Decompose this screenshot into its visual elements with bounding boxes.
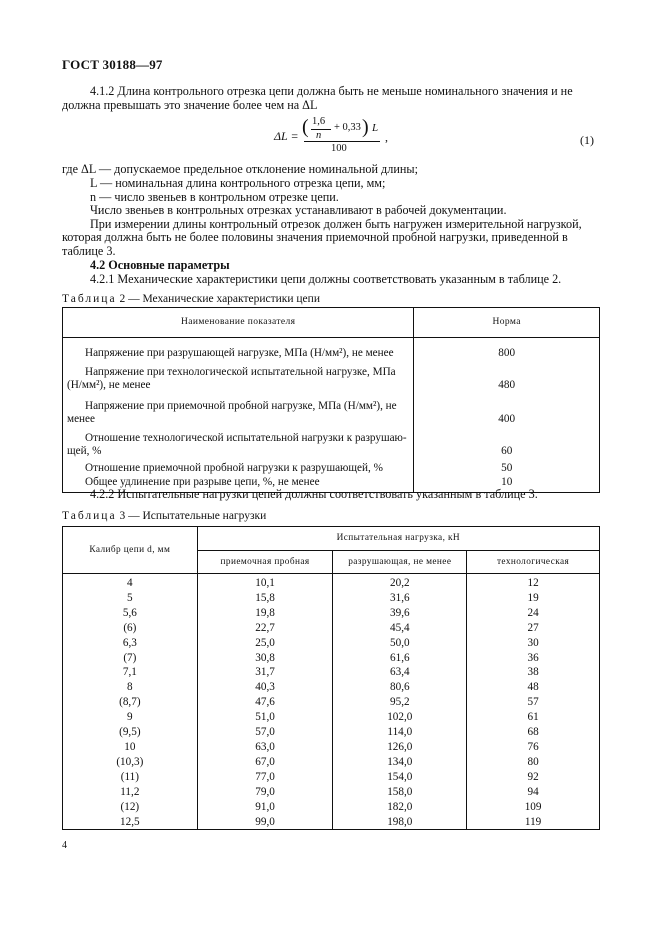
table-row [63,710,600,725]
table-row [63,360,600,392]
table-row [63,665,600,680]
table-row [63,785,600,800]
table3-cell-technological: 61 [467,710,600,725]
table2-row4-name [63,426,414,458]
table-row [63,651,600,666]
table2-caption-rest: 2 — Механические характеристики цепи [116,293,320,305]
table3-caption-rest: 3 — Испытательные нагрузки [116,510,267,522]
table3-cell-breaking: 63,4 [333,665,467,680]
table3-header-technological: технологическая [467,551,600,574]
table3-cell-acceptance: 57,0 [197,725,333,740]
table3-cell-breaking: 102,0 [333,710,467,725]
formula-paren-open: ( [302,116,309,138]
table3-cell-acceptance: 30,8 [197,651,333,666]
table3-cell-caliber: 5,6 [63,606,198,621]
table-row [63,426,600,458]
where-line-4: Число звеньев в контрольных отрезках устанавливают в рабочей документации. [90,203,507,217]
table3-cell-caliber: 8 [63,680,198,695]
table3-cell-caliber: 10 [63,740,198,755]
table3-cell-caliber: (6) [63,621,198,636]
table3-cell-caliber: (10,3) [63,755,198,770]
table3-caption-word: Таблица [62,510,117,522]
table3-cell-breaking: 182,0 [333,800,467,815]
table3-cell-caliber: (12) [63,800,198,815]
paragraph-412-line2: должна превышать это значение более чем на ΔL [62,98,318,112]
table3-cell-technological: 48 [467,680,600,695]
table-row [63,606,600,621]
table3-cell-technological: 76 [467,740,600,755]
formula-main-fraction-line [304,141,380,142]
table3-cell-acceptance: 63,0 [197,740,333,755]
table2-row6-name: Общее удлинение при разрыве цепи, %, не менее [63,475,414,493]
table-row [63,755,600,770]
table2-row2-value: 480 [414,360,600,392]
table3-cell-caliber: 7,1 [63,665,198,680]
where-line-2: L — номинальная длина контрольного отрезка цепи, мм; [90,176,386,190]
table3-header-breaking: разрушающая, не менее [333,551,467,574]
table3-cell-breaking: 39,6 [333,606,467,621]
where-line-6: которая должна быть не более половины значения приемочной пробной нагрузки, приведенной в [62,230,568,244]
table2-row6-value: 10 [414,475,600,493]
formula-plus: + 0,33 [334,122,361,133]
table3-cell-caliber: 9 [63,710,198,725]
table3-cell-breaking: 50,0 [333,636,467,651]
table3-cell-caliber: 12,5 [63,815,198,830]
table3-cell-technological: 68 [467,725,600,740]
table-row [63,680,600,695]
table2-row5-value: 50 [414,458,600,475]
table3-cell-caliber: 5 [63,591,198,606]
table-mechanical-characteristics [62,307,600,493]
formula-comma: , [385,130,388,144]
table3-cell-technological: 94 [467,785,600,800]
table3-cell-acceptance: 99,0 [197,815,333,830]
table3-cell-caliber: (7) [63,651,198,666]
paragraph-412-line1: 4.1.2 Длина контрольного отрезка цепи должна быть не меньше номинального значения и не [90,84,573,98]
table3-cell-breaking: 126,0 [333,740,467,755]
table2-row2-name-l2: (Н/мм²), не менее [67,378,151,391]
table2-row1-name: Напряжение при разрушающей нагрузке, МПа (Н/мм²), не менее [63,338,414,360]
formula-num-n: n [316,130,322,141]
table3-cell-breaking: 114,0 [333,725,467,740]
table3-caption [62,510,266,522]
table2-row3-value: 400 [414,392,600,426]
paragraph-422: 4.2.2 Испытательные нагрузки цепей должны соответствовать указанным в таблице 3. [90,487,538,501]
table3-cell-caliber: 11,2 [63,785,198,800]
table3-cell-breaking: 45,4 [333,621,467,636]
table2-row4-value: 60 [414,426,600,458]
table3-cell-caliber: 6,3 [63,636,198,651]
paragraph-421: 4.2.1 Механические характеристики цепи должны соответствовать указанным в таблице 2. [90,272,562,286]
formula-number: (1) [580,133,594,147]
table2-row3-name-l1: Напряжение при приемочной пробной нагрузке, МПа (Н/мм²), не [85,399,397,412]
formula-num-a: 1,6 [312,116,326,127]
table2-row3-name [63,392,414,426]
table3-cell-acceptance: 40,3 [197,680,333,695]
table-row [63,392,600,426]
where-line-1: где ΔL — допускаемое предельное отклонение номинальной длины; [62,162,418,176]
table2-row1-value: 800 [414,338,600,360]
page-number: 4 [62,840,67,851]
table3-cell-breaking: 61,6 [333,651,467,666]
table3-cell-acceptance: 22,7 [197,621,333,636]
table3-cell-technological: 57 [467,695,600,710]
table3-cell-acceptance: 31,7 [197,665,333,680]
table3-cell-technological: 24 [467,606,600,621]
document-code: ГОСТ 30188—97 [62,57,163,72]
table3-cell-breaking: 158,0 [333,785,467,800]
where-line-3: n — число звеньев в контрольном отрезке цепи. [90,190,339,204]
table-row [63,621,600,636]
table3-cell-technological: 12 [467,574,600,591]
table2-row4-name-l2: щей, % [67,444,102,457]
table-row [63,591,600,606]
table2-row2-name [63,360,414,392]
table-row [63,740,600,755]
table3-cell-caliber: (9,5) [63,725,198,740]
table2-caption-word: Таблица [62,293,117,305]
table3-cell-breaking: 198,0 [333,815,467,830]
table3-cell-technological: 80 [467,755,600,770]
table3-cell-acceptance: 91,0 [197,800,333,815]
table2-row2-name-l1: Напряжение при технологической испытательной нагрузке, МПа [85,365,396,378]
table2-caption [62,293,320,305]
table3-cell-acceptance: 25,0 [197,636,333,651]
table3-cell-technological: 36 [467,651,600,666]
table3-cell-acceptance: 67,0 [197,755,333,770]
table3-cell-technological: 30 [467,636,600,651]
table3-cell-acceptance: 19,8 [197,606,333,621]
table3-cell-breaking: 134,0 [333,755,467,770]
table3-cell-technological: 38 [467,665,600,680]
table-row [63,458,600,475]
where-line-7: таблице 3. [62,244,116,258]
table3-cell-breaking: 31,6 [333,591,467,606]
table3-cell-technological: 119 [467,815,600,830]
table3-cell-breaking: 95,2 [333,695,467,710]
table3-cell-caliber: 4 [63,574,198,591]
table3-cell-acceptance: 51,0 [197,710,333,725]
where-line-5: При измерении длины контрольный отрезок должен быть нагружен измерительной нагрузкой, [90,217,582,231]
table-test-loads [62,526,600,830]
table3-cell-technological: 27 [467,621,600,636]
table3-cell-acceptance: 15,8 [197,591,333,606]
table3-header-acceptance: приемочная пробная [197,551,333,574]
table3-cell-acceptance: 77,0 [197,770,333,785]
section-42-title: 4.2 Основные параметры [90,258,230,272]
formula-paren-close: ) [362,116,369,138]
table3-cell-breaking: 20,2 [333,574,467,591]
table2-header-name: Наименование показателя [63,308,414,338]
formula-L: L [372,122,379,134]
table3-body [63,574,600,830]
table3-cell-breaking: 80,6 [333,680,467,695]
table-row [63,636,600,651]
table-row [63,725,600,740]
table-row [63,815,600,830]
table2-row5-name: Отношение приемочной пробной нагрузки к разрушающей, % [63,458,414,475]
table2-row3-name-l2: менее [67,412,95,425]
table-row [63,574,600,591]
table3-cell-technological: 92 [467,770,600,785]
formula-lhs: ΔL = [274,129,299,143]
table-row [63,800,600,815]
table2-row4-name-l1: Отношение технологической испытательной нагрузки к разрушаю- [85,431,407,444]
table3-cell-caliber: (11) [63,770,198,785]
formula-den: 100 [331,143,347,154]
table-row [63,770,600,785]
table3-header-caliber: Калибр цепи d, мм [63,527,198,574]
table3-cell-technological: 109 [467,800,600,815]
table3-cell-acceptance: 79,0 [197,785,333,800]
table3-cell-breaking: 154,0 [333,770,467,785]
table3-cell-technological: 19 [467,591,600,606]
table3-cell-caliber: (8,7) [63,695,198,710]
table-row [63,338,600,360]
table2-header-norm: Норма [414,308,600,338]
table3-header-group: Испытательная нагрузка, кН [197,527,599,551]
table3-cell-acceptance: 47,6 [197,695,333,710]
table-row [63,695,600,710]
table3-cell-acceptance: 10,1 [197,574,333,591]
